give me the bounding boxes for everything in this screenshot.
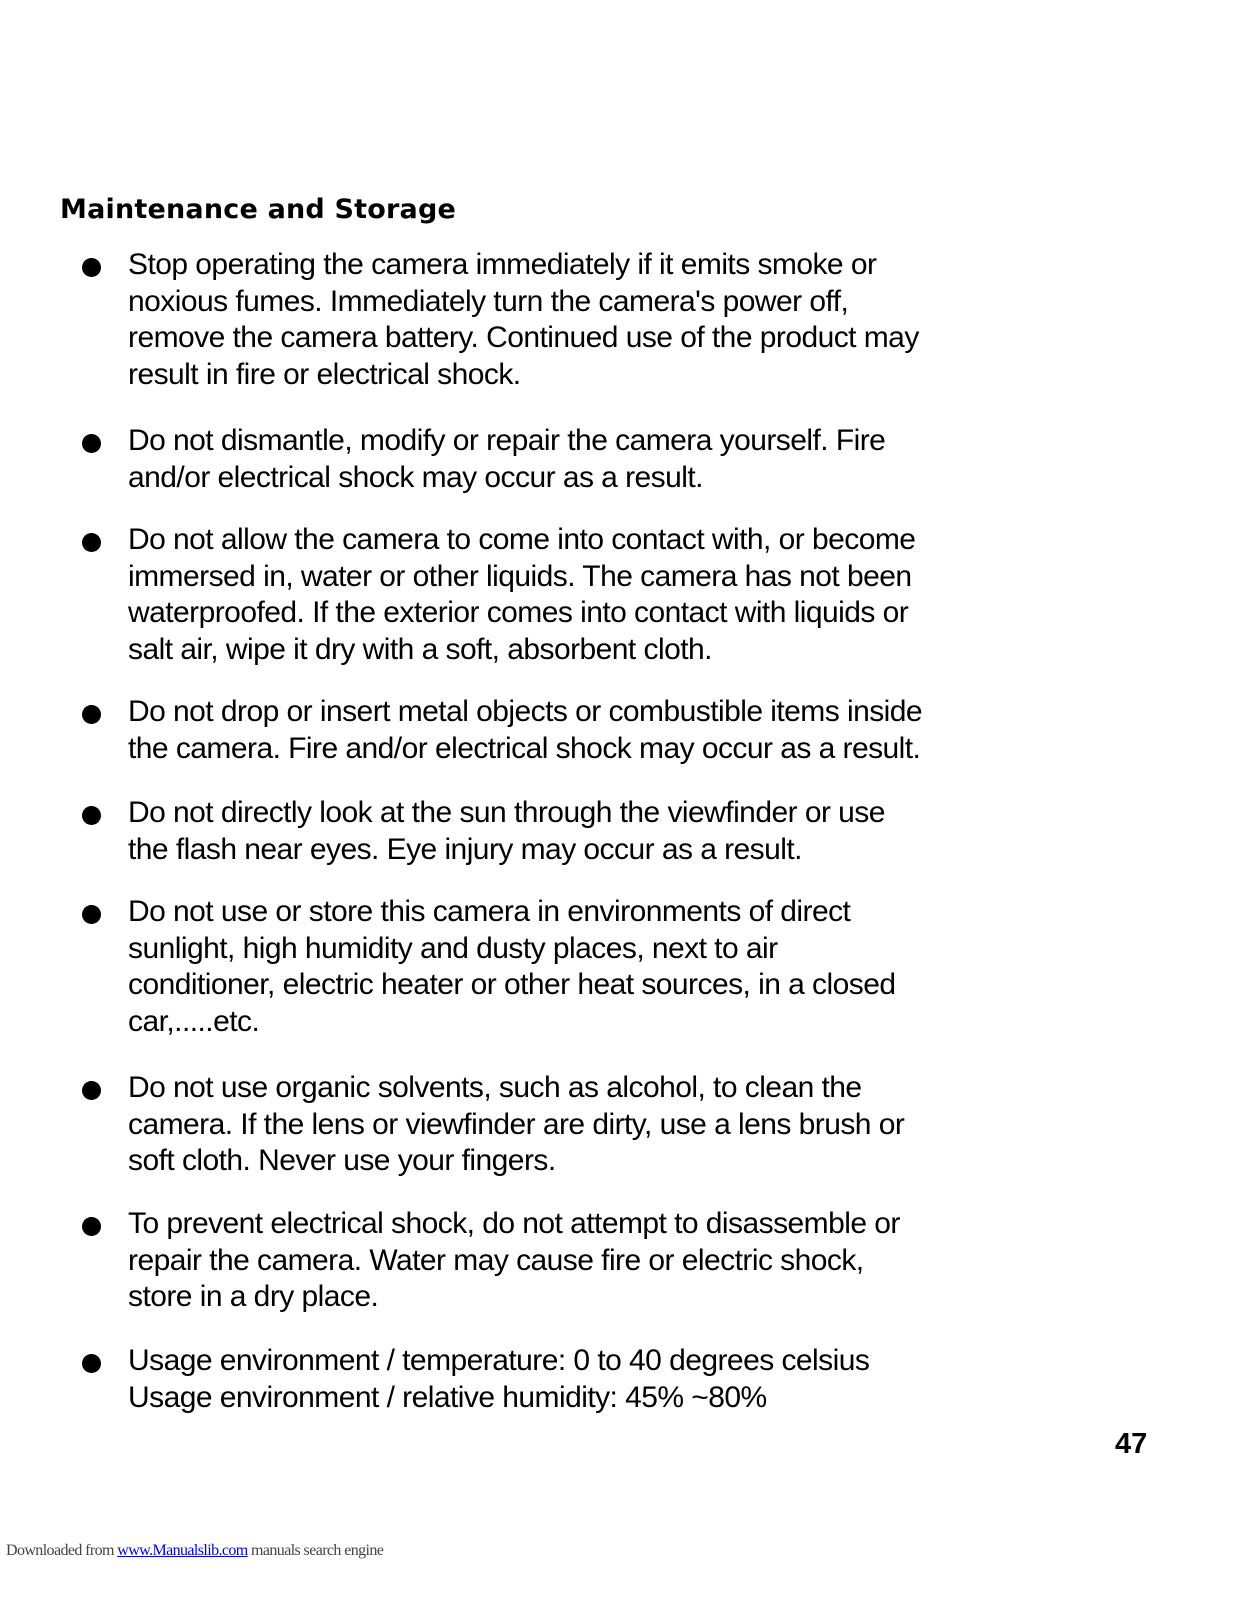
list-item-text: Usage environment / temperature: 0 to 40 degrees celsius Usage environment / relative humidity: 45% ~80% [128, 1344, 870, 1414]
bullet-icon [82, 1217, 101, 1236]
bullet-icon [82, 905, 101, 924]
footer-prefix: Downloaded from [6, 1542, 118, 1559]
page-number: 47 [1115, 1428, 1148, 1460]
list-item-text: Do not use organic solvents, such as alcohol, to clean the camera. If the lens or viewfinder are dirty, use a lens brush or soft cloth. Never use your fingers. [128, 1071, 905, 1177]
bullet-icon [82, 705, 101, 724]
section-heading: Maintenance and Storage [60, 194, 457, 225]
list-item-text: To prevent electrical shock, do not attempt to disassemble or repair the camera. Water may cause fire or electric shock, store in a dry place. [128, 1207, 900, 1313]
bullet-icon [82, 533, 101, 552]
bullet-icon [82, 806, 101, 825]
bullet-icon [82, 258, 101, 277]
manualslib-link[interactable]: www.Manualslib.com [117, 1542, 248, 1559]
bullet-icon [82, 434, 101, 453]
bullet-icon [82, 1354, 101, 1373]
bullet-icon [82, 1081, 101, 1100]
list-item-text: Stop operating the camera immediately if it emits smoke or noxious fumes. Immediately turn the camera's power off, remove the camera battery. Continued use of the product may result in fire or electrical shock. [128, 248, 919, 391]
list-item-text: Do not drop or insert metal objects or combustible items inside the camera. Fire and/or electrical shock may occur as a result. [128, 695, 923, 765]
footer-suffix: manuals search engine [247, 1542, 384, 1559]
list-item-text: Do not allow the camera to come into contact with, or become immersed in, water or other liquids. The camera has not been waterproofed. If the exterior comes into contact with liquids or salt air, wipe it dry with a soft, absorbent cloth. [128, 523, 916, 666]
list-item-text: Do not dismantle, modify or repair the camera yourself. Fire and/or electrical shock may occur as a result. [128, 424, 886, 494]
list-item-text: Do not use or store this camera in environments of direct sunlight, high humidity and dusty places, next to air conditioner, electric heater or other heat sources, in a closed car,.....etc. [128, 895, 896, 1038]
download-footer [6, 1542, 383, 1560]
list-item-text: Do not directly look at the sun through the viewfinder or use the flash near eyes. Eye injury may occur as a result. [128, 796, 885, 866]
